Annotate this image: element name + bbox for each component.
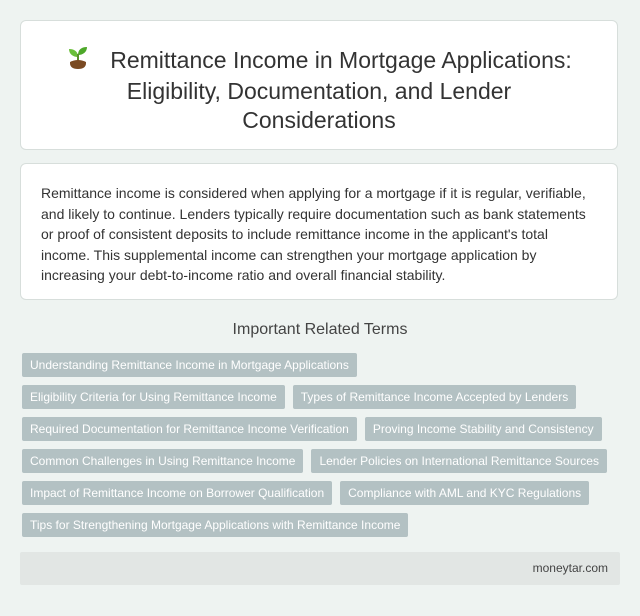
- footer: [20, 552, 620, 585]
- tag-row: [22, 513, 622, 537]
- tag-row: [22, 385, 622, 409]
- summary-text: Remittance income is considered when applying for a mortgage if it is regular, verifiable, and likely to continue. Lenders typically require documentation such as bank statements or proof of consistent deposits to include remittance income in the applicant's total income. This supplemental income can strengthen your mortgage application by increasing your debt-to-income ratio and overall financial stability.: [41, 185, 586, 283]
- related-term-tag[interactable]: Types of Remittance Income Accepted by Lenders: [293, 385, 576, 409]
- title-text: Remittance Income in Mortgage Applications: Eligibility, Documentation, and Lender Considerations: [110, 47, 572, 133]
- related-term-tag[interactable]: Understanding Remittance Income in Mortgage Applications: [22, 353, 357, 377]
- tag-row: [22, 449, 622, 473]
- tag-row: [22, 353, 622, 377]
- summary-card: [20, 163, 618, 300]
- related-term-tag[interactable]: Compliance with AML and KYC Regulations: [340, 481, 589, 505]
- footer-site-link[interactable]: moneytar.com: [532, 561, 608, 575]
- tag-row: [22, 481, 622, 505]
- related-term-tag[interactable]: Eligibility Criteria for Using Remittance Income: [22, 385, 285, 409]
- related-term-tag[interactable]: Lender Policies on International Remittance Sources: [311, 449, 607, 473]
- title-card: [20, 20, 618, 150]
- related-term-tag[interactable]: Impact of Remittance Income on Borrower Qualification: [22, 481, 332, 505]
- related-term-tag[interactable]: Tips for Strengthening Mortgage Applications with Remittance Income: [22, 513, 408, 537]
- related-terms-list: [22, 353, 622, 545]
- page-title: [21, 44, 617, 135]
- related-term-tag[interactable]: Proving Income Stability and Consistency: [365, 417, 602, 441]
- sprout-icon: [66, 44, 90, 77]
- related-term-tag[interactable]: Required Documentation for Remittance Income Verification: [22, 417, 357, 441]
- related-terms-heading: Important Related Terms: [232, 321, 408, 338]
- related-term-tag[interactable]: Common Challenges in Using Remittance Income: [22, 449, 303, 473]
- tag-row: [22, 417, 622, 441]
